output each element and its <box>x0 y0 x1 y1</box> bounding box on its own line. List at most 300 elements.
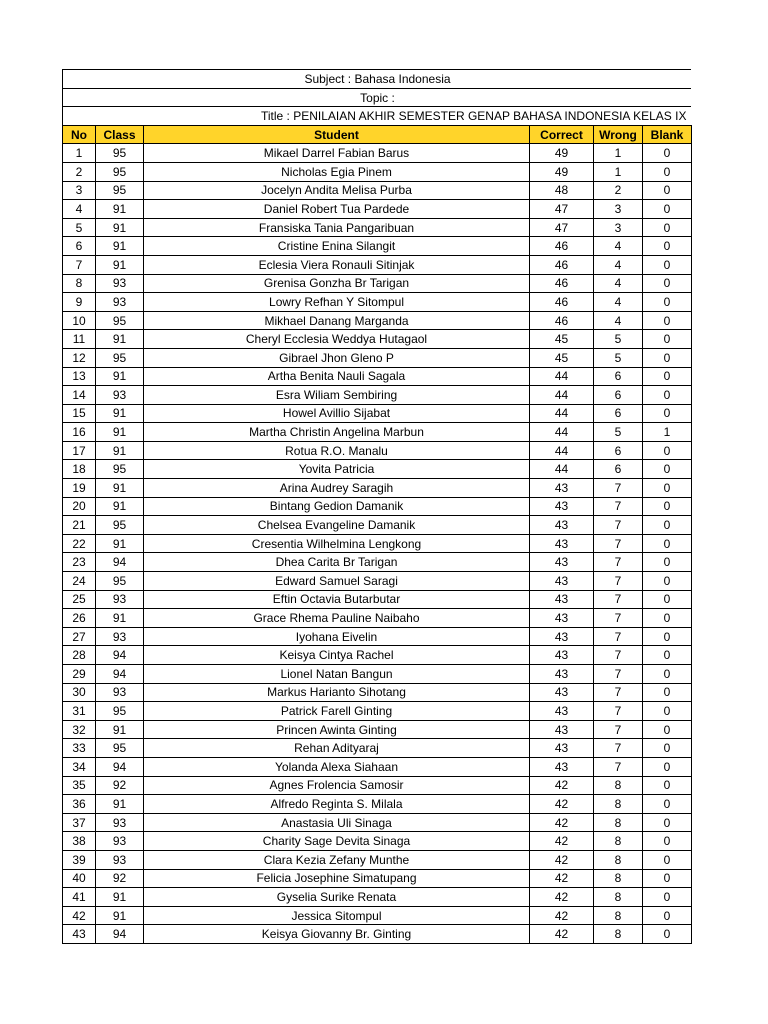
cell-correct: 44 <box>530 441 594 460</box>
cell-correct: 43 <box>530 665 594 684</box>
cell-class: 91 <box>96 367 144 386</box>
cell-blank: 0 <box>643 720 692 739</box>
cell-correct: 44 <box>530 367 594 386</box>
cell-blank: 0 <box>643 906 692 925</box>
cell-student: Jocelyn Andita Melisa Purba <box>144 181 530 200</box>
cell-correct: 46 <box>530 274 594 293</box>
cell-blank: 0 <box>643 181 692 200</box>
table-row <box>63 888 692 907</box>
cell-wrong: 2 <box>594 181 643 200</box>
cell-blank: 0 <box>643 646 692 665</box>
cell-correct: 43 <box>530 516 594 535</box>
cell-no: 18 <box>63 460 96 479</box>
cell-blank: 0 <box>643 479 692 498</box>
cell-correct: 46 <box>530 293 594 312</box>
table-row <box>63 311 692 330</box>
cell-wrong: 5 <box>594 348 643 367</box>
cell-no: 1 <box>63 144 96 163</box>
cell-no: 29 <box>63 665 96 684</box>
cell-wrong: 3 <box>594 218 643 237</box>
cell-wrong: 1 <box>594 162 643 181</box>
cell-correct: 43 <box>530 572 594 591</box>
cell-no: 15 <box>63 404 96 423</box>
cell-student: Gyselia Surike Renata <box>144 888 530 907</box>
cell-no: 8 <box>63 274 96 293</box>
cell-student: Dhea Carita Br Tarigan <box>144 553 530 572</box>
table-row <box>63 181 692 200</box>
cell-class: 95 <box>96 460 144 479</box>
cell-correct: 43 <box>530 609 594 628</box>
cell-blank: 0 <box>643 795 692 814</box>
cell-student: Bintang Gedion Damanik <box>144 497 530 516</box>
cell-correct: 42 <box>530 850 594 869</box>
cell-wrong: 8 <box>594 776 643 795</box>
cell-student: Mikhael Danang Marganda <box>144 311 530 330</box>
cell-wrong: 4 <box>594 237 643 256</box>
cell-no: 34 <box>63 757 96 776</box>
cell-wrong: 4 <box>594 274 643 293</box>
cell-correct: 43 <box>530 646 594 665</box>
cell-wrong: 8 <box>594 850 643 869</box>
cell-wrong: 5 <box>594 423 643 442</box>
cell-blank: 0 <box>643 200 692 219</box>
cell-correct: 44 <box>530 423 594 442</box>
table-row <box>63 218 692 237</box>
cell-no: 23 <box>63 553 96 572</box>
cell-no: 31 <box>63 702 96 721</box>
cell-no: 12 <box>63 348 96 367</box>
cell-no: 41 <box>63 888 96 907</box>
cell-class: 93 <box>96 832 144 851</box>
cell-no: 3 <box>63 181 96 200</box>
table-row <box>63 572 692 591</box>
cell-no: 43 <box>63 925 96 944</box>
cell-student: Anastasia Uli Sinaga <box>144 813 530 832</box>
table-row <box>63 348 692 367</box>
cell-wrong: 6 <box>594 460 643 479</box>
cell-no: 27 <box>63 627 96 646</box>
cell-no: 13 <box>63 367 96 386</box>
cell-no: 33 <box>63 739 96 758</box>
cell-correct: 46 <box>530 255 594 274</box>
cell-correct: 43 <box>530 497 594 516</box>
column-header-class: Class <box>96 125 144 144</box>
cell-no: 20 <box>63 497 96 516</box>
table-row <box>63 162 692 181</box>
cell-blank: 0 <box>643 850 692 869</box>
cell-correct: 46 <box>530 311 594 330</box>
table-row <box>63 665 692 684</box>
table-row <box>63 441 692 460</box>
cell-class: 93 <box>96 627 144 646</box>
topic-row <box>62 88 691 107</box>
column-header-wrong: Wrong <box>594 125 643 144</box>
subject-label: Subject : Bahasa Indonesia <box>304 72 451 86</box>
cell-blank: 0 <box>643 218 692 237</box>
cell-wrong: 4 <box>594 255 643 274</box>
cell-correct: 42 <box>530 888 594 907</box>
cell-no: 28 <box>63 646 96 665</box>
column-header-correct: Correct <box>530 125 594 144</box>
cell-wrong: 3 <box>594 200 643 219</box>
table-row <box>63 925 692 944</box>
cell-correct: 49 <box>530 162 594 181</box>
table-row <box>63 906 692 925</box>
cell-wrong: 7 <box>594 609 643 628</box>
grade-rows <box>63 144 692 944</box>
cell-class: 95 <box>96 162 144 181</box>
cell-no: 38 <box>63 832 96 851</box>
cell-wrong: 7 <box>594 757 643 776</box>
cell-wrong: 7 <box>594 553 643 572</box>
cell-blank: 0 <box>643 572 692 591</box>
cell-blank: 0 <box>643 553 692 572</box>
table-row <box>63 460 692 479</box>
cell-student: Arina Audrey Saragih <box>144 479 530 498</box>
table-row <box>63 850 692 869</box>
cell-correct: 44 <box>530 386 594 405</box>
cell-student: Mikael Darrel Fabian Barus <box>144 144 530 163</box>
cell-student: Fransiska Tania Pangaribuan <box>144 218 530 237</box>
grades-table <box>62 125 692 944</box>
cell-blank: 0 <box>643 162 692 181</box>
title-row <box>62 106 691 125</box>
cell-wrong: 8 <box>594 832 643 851</box>
table-row <box>63 702 692 721</box>
cell-wrong: 5 <box>594 330 643 349</box>
cell-correct: 43 <box>530 702 594 721</box>
table-row <box>63 646 692 665</box>
cell-class: 91 <box>96 906 144 925</box>
cell-student: Patrick Farell Ginting <box>144 702 530 721</box>
cell-student: Daniel Robert Tua Pardede <box>144 200 530 219</box>
cell-no: 4 <box>63 200 96 219</box>
cell-no: 26 <box>63 609 96 628</box>
cell-no: 10 <box>63 311 96 330</box>
cell-correct: 44 <box>530 460 594 479</box>
cell-student: Yolanda Alexa Siahaan <box>144 757 530 776</box>
cell-no: 32 <box>63 720 96 739</box>
cell-class: 95 <box>96 516 144 535</box>
cell-student: Cristine Enina Silangit <box>144 237 530 256</box>
cell-wrong: 8 <box>594 888 643 907</box>
cell-wrong: 8 <box>594 906 643 925</box>
cell-wrong: 7 <box>594 479 643 498</box>
cell-student: Nicholas Egia Pinem <box>144 162 530 181</box>
cell-blank: 0 <box>643 404 692 423</box>
cell-student: Edward Samuel Saragi <box>144 572 530 591</box>
cell-no: 25 <box>63 590 96 609</box>
cell-wrong: 8 <box>594 795 643 814</box>
cell-student: Clara Kezia Zefany Munthe <box>144 850 530 869</box>
table-row <box>63 832 692 851</box>
cell-wrong: 7 <box>594 534 643 553</box>
cell-student: Grace Rhema Pauline Naibaho <box>144 609 530 628</box>
cell-wrong: 7 <box>594 665 643 684</box>
cell-class: 91 <box>96 888 144 907</box>
cell-blank: 0 <box>643 367 692 386</box>
cell-class: 91 <box>96 795 144 814</box>
table-row <box>63 590 692 609</box>
cell-class: 91 <box>96 423 144 442</box>
table-row <box>63 813 692 832</box>
cell-student: Artha Benita Nauli Sagala <box>144 367 530 386</box>
cell-blank: 0 <box>643 739 692 758</box>
table-row <box>63 330 692 349</box>
cell-blank: 0 <box>643 460 692 479</box>
cell-correct: 43 <box>530 739 594 758</box>
table-row <box>63 144 692 163</box>
cell-class: 95 <box>96 311 144 330</box>
cell-student: Yovita Patricia <box>144 460 530 479</box>
grade-sheet <box>62 69 691 944</box>
cell-wrong: 7 <box>594 590 643 609</box>
cell-student: Esra Wiliam Sembiring <box>144 386 530 405</box>
cell-class: 91 <box>96 497 144 516</box>
table-row <box>63 627 692 646</box>
cell-blank: 0 <box>643 609 692 628</box>
cell-blank: 0 <box>643 590 692 609</box>
cell-correct: 47 <box>530 200 594 219</box>
cell-class: 94 <box>96 925 144 944</box>
cell-blank: 1 <box>643 423 692 442</box>
cell-correct: 43 <box>530 553 594 572</box>
cell-wrong: 4 <box>594 293 643 312</box>
table-row <box>63 255 692 274</box>
cell-correct: 45 <box>530 330 594 349</box>
cell-blank: 0 <box>643 832 692 851</box>
cell-correct: 43 <box>530 720 594 739</box>
cell-class: 91 <box>96 255 144 274</box>
cell-blank: 0 <box>643 869 692 888</box>
cell-class: 95 <box>96 144 144 163</box>
table-row <box>63 776 692 795</box>
cell-wrong: 8 <box>594 869 643 888</box>
cell-wrong: 7 <box>594 627 643 646</box>
cell-class: 91 <box>96 720 144 739</box>
cell-class: 95 <box>96 739 144 758</box>
cell-wrong: 6 <box>594 441 643 460</box>
cell-student: Lionel Natan Bangun <box>144 665 530 684</box>
table-row <box>63 386 692 405</box>
cell-class: 91 <box>96 479 144 498</box>
table-row <box>63 720 692 739</box>
cell-correct: 46 <box>530 237 594 256</box>
cell-wrong: 8 <box>594 925 643 944</box>
cell-no: 36 <box>63 795 96 814</box>
subject-row <box>62 69 691 88</box>
cell-no: 17 <box>63 441 96 460</box>
cell-blank: 0 <box>643 311 692 330</box>
cell-blank: 0 <box>643 330 692 349</box>
table-row <box>63 237 692 256</box>
cell-blank: 0 <box>643 888 692 907</box>
cell-class: 93 <box>96 683 144 702</box>
table-row <box>63 497 692 516</box>
cell-correct: 49 <box>530 144 594 163</box>
cell-no: 40 <box>63 869 96 888</box>
cell-correct: 43 <box>530 627 594 646</box>
cell-blank: 0 <box>643 293 692 312</box>
cell-class: 92 <box>96 776 144 795</box>
table-row <box>63 479 692 498</box>
cell-student: Agnes Frolencia Samosir <box>144 776 530 795</box>
cell-blank: 0 <box>643 702 692 721</box>
cell-wrong: 6 <box>594 404 643 423</box>
cell-no: 37 <box>63 813 96 832</box>
column-header-blank: Blank <box>643 125 692 144</box>
cell-wrong: 1 <box>594 144 643 163</box>
cell-student: Keisya Giovanny Br. Ginting <box>144 925 530 944</box>
cell-blank: 0 <box>643 683 692 702</box>
cell-blank: 0 <box>643 497 692 516</box>
cell-student: Martha Christin Angelina Marbun <box>144 423 530 442</box>
cell-no: 14 <box>63 386 96 405</box>
table-row <box>63 609 692 628</box>
cell-no: 5 <box>63 218 96 237</box>
table-row <box>63 516 692 535</box>
cell-class: 93 <box>96 590 144 609</box>
cell-no: 21 <box>63 516 96 535</box>
cell-blank: 0 <box>643 348 692 367</box>
cell-blank: 0 <box>643 516 692 535</box>
cell-blank: 0 <box>643 255 692 274</box>
cell-correct: 43 <box>530 757 594 776</box>
cell-class: 95 <box>96 348 144 367</box>
table-row <box>63 367 692 386</box>
cell-class: 91 <box>96 200 144 219</box>
cell-wrong: 7 <box>594 739 643 758</box>
cell-wrong: 7 <box>594 497 643 516</box>
cell-no: 35 <box>63 776 96 795</box>
cell-no: 9 <box>63 293 96 312</box>
cell-student: Lowry Refhan Y Sitompul <box>144 293 530 312</box>
cell-no: 2 <box>63 162 96 181</box>
cell-class: 91 <box>96 609 144 628</box>
cell-blank: 0 <box>643 441 692 460</box>
cell-class: 93 <box>96 274 144 293</box>
table-row <box>63 200 692 219</box>
cell-student: Princen Awinta Ginting <box>144 720 530 739</box>
table-row <box>63 274 692 293</box>
cell-student: Markus Harianto Sihotang <box>144 683 530 702</box>
cell-blank: 0 <box>643 813 692 832</box>
cell-wrong: 7 <box>594 572 643 591</box>
cell-class: 93 <box>96 386 144 405</box>
cell-class: 91 <box>96 237 144 256</box>
cell-blank: 0 <box>643 627 692 646</box>
cell-wrong: 4 <box>594 311 643 330</box>
cell-student: Alfredo Reginta S. Milala <box>144 795 530 814</box>
cell-class: 93 <box>96 293 144 312</box>
cell-class: 95 <box>96 572 144 591</box>
cell-student: Rotua R.O. Manalu <box>144 441 530 460</box>
cell-student: Gibrael Jhon Gleno P <box>144 348 530 367</box>
cell-student: Rehan Adityaraj <box>144 739 530 758</box>
cell-student: Cheryl Ecclesia Weddya Hutagaol <box>144 330 530 349</box>
cell-blank: 0 <box>643 386 692 405</box>
table-row <box>63 534 692 553</box>
table-row <box>63 869 692 888</box>
cell-wrong: 7 <box>594 683 643 702</box>
cell-class: 94 <box>96 665 144 684</box>
cell-student: Cresentia Wilhelmina Lengkong <box>144 534 530 553</box>
cell-wrong: 7 <box>594 516 643 535</box>
cell-correct: 42 <box>530 776 594 795</box>
table-row <box>63 404 692 423</box>
cell-class: 91 <box>96 441 144 460</box>
table-row <box>63 423 692 442</box>
cell-correct: 42 <box>530 795 594 814</box>
cell-wrong: 6 <box>594 367 643 386</box>
cell-student: Jessica Sitompul <box>144 906 530 925</box>
column-header-no: No <box>63 125 96 144</box>
cell-correct: 43 <box>530 534 594 553</box>
cell-correct: 42 <box>530 869 594 888</box>
cell-student: Iyohana Eivelin <box>144 627 530 646</box>
cell-correct: 43 <box>530 479 594 498</box>
cell-class: 95 <box>96 702 144 721</box>
cell-correct: 45 <box>530 348 594 367</box>
cell-no: 24 <box>63 572 96 591</box>
cell-no: 39 <box>63 850 96 869</box>
cell-blank: 0 <box>643 925 692 944</box>
cell-class: 94 <box>96 553 144 572</box>
cell-no: 11 <box>63 330 96 349</box>
table-row <box>63 739 692 758</box>
cell-class: 91 <box>96 218 144 237</box>
cell-wrong: 7 <box>594 646 643 665</box>
cell-student: Grenisa Gonzha Br Tarigan <box>144 274 530 293</box>
cell-wrong: 7 <box>594 720 643 739</box>
table-row <box>63 795 692 814</box>
cell-correct: 44 <box>530 404 594 423</box>
cell-wrong: 6 <box>594 386 643 405</box>
cell-blank: 0 <box>643 144 692 163</box>
cell-wrong: 8 <box>594 813 643 832</box>
cell-student: Eclesia Viera Ronauli Sitinjak <box>144 255 530 274</box>
column-header-row <box>63 125 692 144</box>
table-row <box>63 293 692 312</box>
table-row <box>63 553 692 572</box>
cell-class: 91 <box>96 534 144 553</box>
cell-correct: 42 <box>530 813 594 832</box>
cell-student: Chelsea Evangeline Damanik <box>144 516 530 535</box>
cell-class: 92 <box>96 869 144 888</box>
cell-blank: 0 <box>643 274 692 293</box>
cell-correct: 42 <box>530 832 594 851</box>
cell-no: 19 <box>63 479 96 498</box>
cell-class: 93 <box>96 813 144 832</box>
cell-no: 42 <box>63 906 96 925</box>
topic-label: Topic : <box>360 90 395 105</box>
table-row <box>63 683 692 702</box>
cell-no: 6 <box>63 237 96 256</box>
cell-student: Howel Avillio Sijabat <box>144 404 530 423</box>
cell-no: 7 <box>63 255 96 274</box>
cell-correct: 42 <box>530 906 594 925</box>
cell-student: Eftin Octavia Butarbutar <box>144 590 530 609</box>
cell-student: Felicia Josephine Simatupang <box>144 869 530 888</box>
cell-class: 91 <box>96 404 144 423</box>
cell-no: 22 <box>63 534 96 553</box>
column-header-student: Student <box>144 125 530 144</box>
cell-correct: 48 <box>530 181 594 200</box>
cell-student: Keisya Cintya Rachel <box>144 646 530 665</box>
cell-class: 95 <box>96 181 144 200</box>
cell-correct: 47 <box>530 218 594 237</box>
cell-blank: 0 <box>643 534 692 553</box>
